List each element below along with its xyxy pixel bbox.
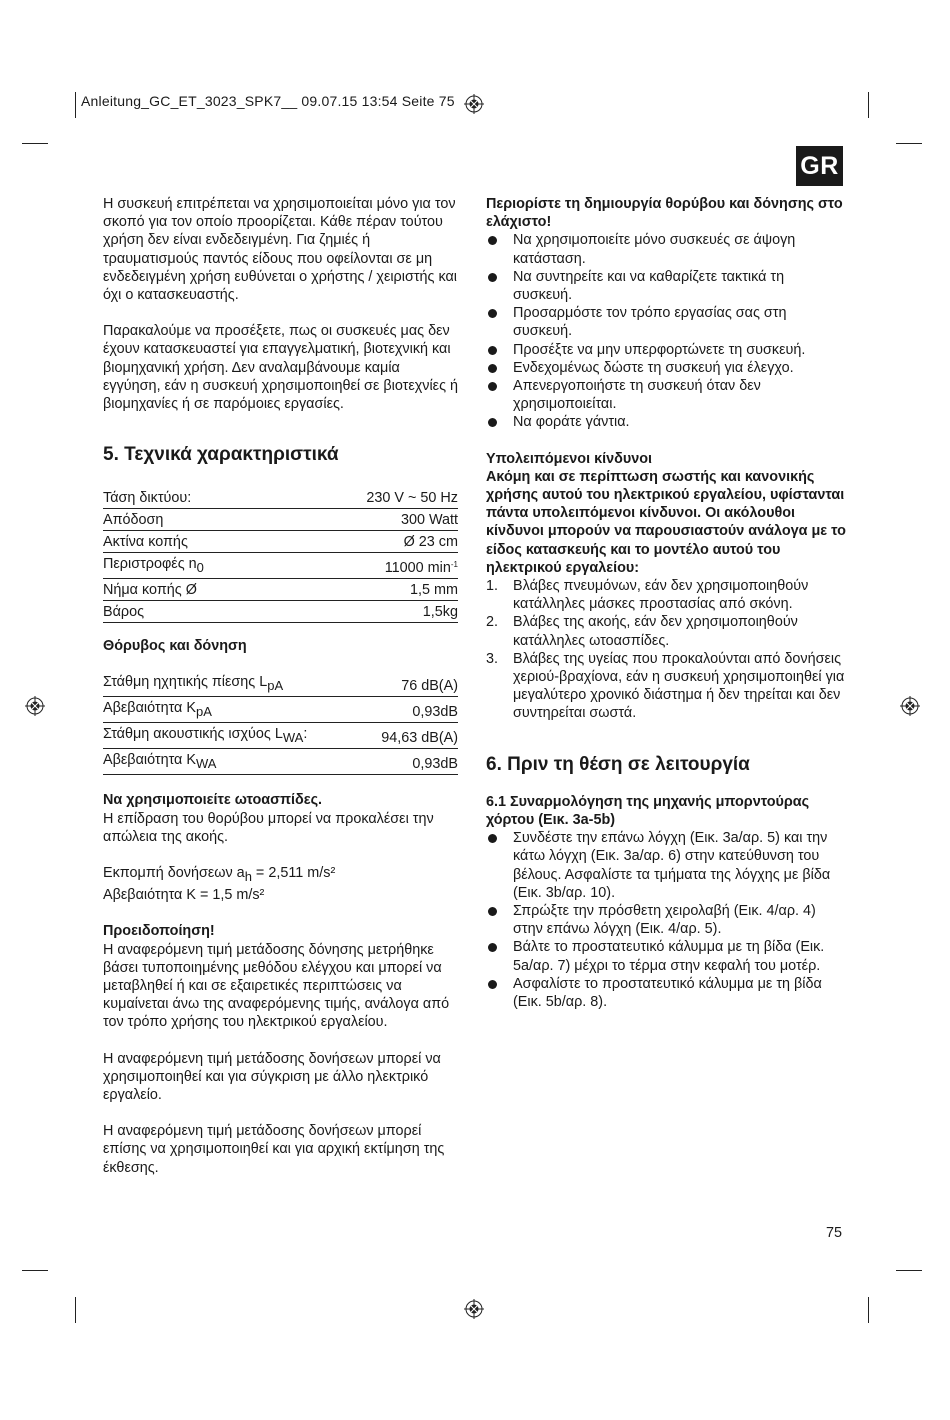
body-text: Η αναφερόμενη τιμή μετάδοσης δόνησης μετρήθηκε βάσει τυποποιημένης μεθόδου ελέγχου και μπορεί να μεταβληθεί ή και σε εξαιρετικές περιπτώσεις να κυμαίνεται άνω της αναφερόμενης τιμής, ανάλογα από τον τρόπο χρήσης του ηλεκτρικού εργαλείου. (103, 941, 450, 1031)
spec-row (103, 579, 458, 601)
crop-mark (75, 92, 76, 118)
spec-label: Τάση δικτύου: (103, 487, 289, 509)
list-item: Να συντηρείτε και να καθαρίζετε τακτικά τη συσκευή. (486, 268, 846, 304)
spec-label: Απόδοση (103, 509, 289, 531)
noise-row (103, 671, 458, 697)
language-badge: GR (796, 146, 843, 186)
body-text: Η αναφερόμενη τιμή μετάδοσης δονήσεων μπορεί να χρησιμοποιηθεί και για σύγκριση με άλλο ηλεκτρικό εργαλείο. (103, 1050, 441, 1104)
list-text: Βλάβες της ακοής, εάν δεν χρησιμοποιηθούν κατάλληλες ωτοασπίδες. (513, 614, 798, 649)
subheading: Να χρησιμοποιείτε ωτοασπίδες. (103, 792, 323, 809)
list-text: Βλάβες της υγείας που προκαλούνται από δονήσεις χεριού-βραχίονα, εάν η συσκευή χρησιμοποιηθεί για μεγαλύτερο χρονικό διάστημα ή δεν τηρείται και δεν συντηρείται σωστά. (513, 650, 845, 722)
bullet-list (486, 829, 846, 1011)
noise-label: Στάθμη ακουστικής ισχύος $L_{WA}$: (103, 723, 361, 749)
crop-mark (75, 1297, 76, 1323)
list-item: Βάλτε το προστατευτικό κάλυμμα με τη βίδα (Εικ. 5a/αρ. 7) μέχρι το τέρμα στην κεφαλή του μοτέρ. (486, 938, 846, 974)
spec-label: Περιστροφές $n_0$ (103, 553, 289, 579)
noise-row (103, 723, 458, 749)
noise-label: Αβεβαιότητα $K_{pA}$ (103, 697, 361, 723)
crop-mark (22, 143, 48, 144)
noise-row (103, 697, 458, 723)
section-heading: 5. Τεχνικά χαρακτηριστικά (103, 444, 339, 466)
noise-label: Στάθμη ηχητικής πίεσης $L_{pA}$ (103, 671, 361, 697)
spec-value: 230 V ~ 50 Hz (289, 487, 458, 509)
spec-row (103, 487, 458, 509)
list-item (486, 577, 846, 613)
subheading: 6.1 Συναρμολόγηση της μηχανής μπορντούρας χόρτου (Εικ. 3a-5b) (486, 793, 810, 828)
list-number: 2. (486, 614, 499, 631)
noise-table (103, 671, 458, 775)
spec-row (103, 553, 458, 579)
list-item (486, 650, 846, 723)
list-item: Να χρησιμοποιείτε μόνο συσκευές σε άψογη κατάσταση. (486, 231, 846, 267)
spec-label: Ακτίνα κοπής (103, 531, 289, 553)
body-text: Η επίδραση του θορύβου μπορεί να προκαλέσει την απώλεια της ακοής. (103, 810, 434, 845)
bullet-list (486, 231, 846, 431)
section-heading: 6. Πριν τη θέση σε λειτουργία (486, 753, 750, 775)
noise-value: 76 dB(A) (361, 671, 458, 697)
list-item: Σπρώξτε την πρόσθετη χειρολαβή (Εικ. 4/αρ. 4) στην επάνω λόγχη (Εικ. 4/αρ. 5). (486, 902, 846, 938)
noise-value: 0,93dB (361, 697, 458, 723)
spec-value: Ø 23 cm (289, 531, 458, 553)
left-column (103, 195, 459, 1177)
spec-value: 300 Watt (289, 509, 458, 531)
crop-mark (868, 92, 869, 118)
spec-row (103, 509, 458, 531)
body-text: Η αναφερόμενη τιμή μετάδοσης δονήσεων μπορεί επίσης να χρησιμοποιηθεί και για αρχική εκτίμηση της έκθεσης. (103, 1123, 445, 1176)
spec-label: Νήμα κοπής Ø (103, 579, 289, 601)
list-item: Προσέξτε να μην υπερφορτώνετε τη συσκευή. (486, 341, 846, 359)
vibration-uncertainty: Αβεβαιότητα K = 1,5 m/s² (103, 887, 265, 904)
registration-mark-icon (464, 1299, 484, 1319)
noise-value: 94,63 dB(A) (361, 723, 458, 749)
subheading: Περιορίστε τη δημιουργία θορύβου και δόνησης στο ελάχιστο! (486, 196, 843, 231)
intro-paragraph: Παρακαλούμε να προσέξετε, πως οι συσκευές μας δεν έχουν κατασκευαστεί για επαγγελματική, βιοτεχνική και βιομηχανική χρήση. Δεν αναλαμβάνουμε καμία εγγύηση, εάν η συσκευή χρησιμοποιηθεί σε βιοτεχνίες ή βιομηχανίες ή σε παρόμοιες εργασίες. (103, 323, 459, 413)
spec-value: 11000 $\min^{-1}$ (289, 553, 458, 579)
subheading: Υπολειπόμενοι κίνδυνοι (486, 450, 652, 467)
page-number: 75 (826, 1225, 843, 1241)
list-item: Να φοράτε γάντια. (486, 413, 846, 431)
noise-row (103, 749, 458, 775)
spec-value: 1,5 mm (289, 579, 458, 601)
spec-row (103, 601, 458, 623)
list-item: Συνδέστε την επάνω λόγχη (Εικ. 3a/αρ. 5) και την κάτω λόγχη (Εικ. 3a/αρ. 6) στην κατεύθυνση του βέλους. Ασφαλίστε τα τμήματα της λόγχης με βίδα (Εικ. 3b/αρ. 10). (486, 829, 846, 902)
print-header: Anleitung_GC_ET_3023_SPK7__ 09.07.15 13:54 Seite 75 (81, 93, 455, 109)
list-item (486, 613, 846, 649)
list-number: 3. (486, 650, 499, 667)
list-item: Προσαρμόστε τον τρόπο εργασίας σας στη συσκευή. (486, 304, 846, 340)
registration-mark-icon (900, 696, 920, 716)
spec-value: 1,5kg (289, 601, 458, 623)
registration-mark-icon (464, 94, 484, 114)
crop-mark (868, 1297, 869, 1323)
list-text: Βλάβες πνευμόνων, εάν δεν χρησιμοποιηθούν κατάλληλες μάσκες προστασίας από σκόνη. (513, 578, 809, 613)
subheading: Προειδοποίηση! (103, 923, 215, 940)
intro-paragraph: Η συσκευή επιτρέπεται να χρησιμοποιείται μόνο για τον σκοπό για τον οποίο προορίζεται. Κάθε πέραν τούτου χρήση δεν είναι ενδεδειγμένη. Για ζημιές ή τραυματισμούς παντός είδους που οφείλονται σε μη ενδεδειγμένη χρήση ευθύνεται ο χρήστης / χειριστής και όχι ο κατασκευαστής. (103, 196, 457, 304)
list-item: Απενεργοποιήστε τη συσκευή όταν δεν χρησιμοποιείται. (486, 377, 846, 413)
vibration-emission: Εκπομπή δονήσεων $a_h = 2,511$ m/s² (103, 865, 336, 885)
bold-paragraph: Ακόμη και σε περίπτωση σωστής και κανονικής χρήσης αυτού του ηλεκτρικού εργαλείου, υφίστανται πάντα υπολειπόμενοι κίνδυνοι. Οι ακόλουθοι κίνδυνοι μπορούν να παρουσιαστούν ανάλογα με το είδος κατασκευής και το μοντέλο αυτού του ηλεκτρικού εργαλείου: (486, 468, 846, 576)
spec-table (103, 487, 458, 623)
noise-label: Αβεβαιότητα $K_{WA}$ (103, 749, 361, 775)
registration-mark-icon (25, 696, 45, 716)
noise-value: 0,93dB (361, 749, 458, 775)
spec-row (103, 531, 458, 553)
list-number: 1. (486, 578, 499, 595)
crop-mark (896, 1270, 922, 1271)
list-item: Ενδεχομένως δώστε τη συσκευή για έλεγχο. (486, 359, 846, 377)
right-column (486, 195, 846, 1011)
crop-mark (896, 143, 922, 144)
numbered-list (486, 577, 846, 723)
subheading: Θόρυβος και δόνηση (103, 638, 247, 655)
spec-label: Βάρος (103, 601, 289, 623)
list-item: Ασφαλίστε το προστατευτικό κάλυμμα με τη βίδα (Εικ. 5b/αρ. 8). (486, 975, 846, 1011)
crop-mark (22, 1270, 48, 1271)
